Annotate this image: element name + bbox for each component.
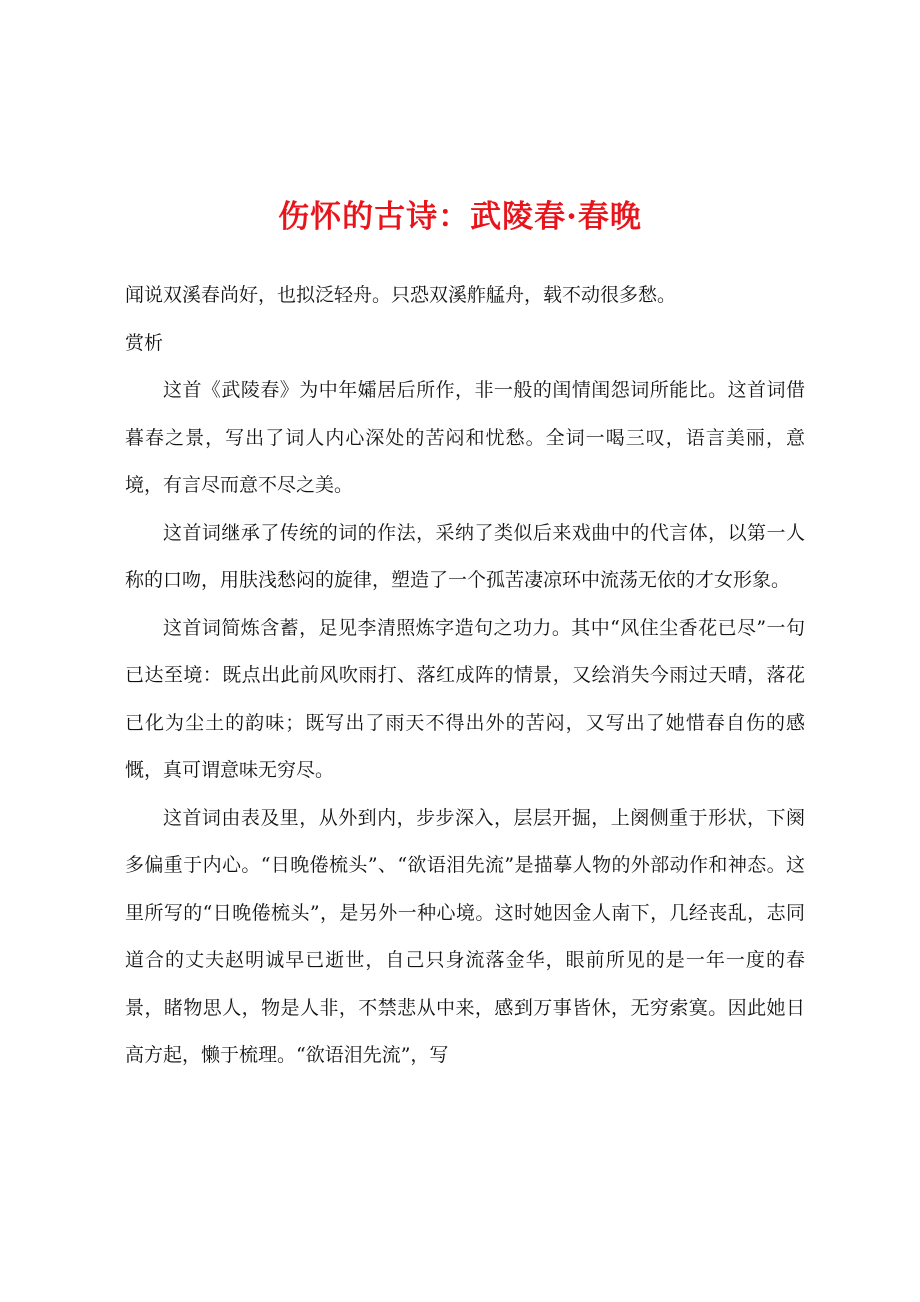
paragraph-1: 这首《武陵春》为中年孀居后所作，非一般的闺情闺怨词所能比。这首词借暮春之景，写出了词人内心深处的苦闷和忧愁。全词一喝三叹，语言美丽，意境，有言尽而意不尽之美。 (125, 379, 805, 496)
poem-line: 闻说双溪春尚好，也拟泛轻舟。只恐双溪舴艋舟，载不动很多愁。 (125, 284, 677, 306)
paragraph-2: 这首词继承了传统的词的作法，采纳了类似后来戏曲中的代言体，以第一人称的口吻，用肤浅愁闷的旋律，塑造了一个孤苦凄凉环中流荡无依的才女形象。 (125, 521, 805, 591)
document-title: 伤怀的古诗：武陵春·春晚 (278, 199, 642, 235)
document-body (125, 272, 805, 1080)
paragraph-3: 这首词简炼含蓄，足见李清照炼字造句之功力。其中“风住尘香花已尽”一句已达至境：既点出此前风吹雨打、落红成阵的情景，又绘消失今雨过天晴，落花已化为尘土的韵味；既写出了雨天不得出外的苦闷，又写出了她惜春自伤的感慨，真可谓意味无穷尽。 (125, 616, 805, 781)
paragraph-4: 这首词由表及里，从外到内，步步深入，层层开掘，上阕侧重于形状，下阕多偏重于内心。“日晚倦梳头”、“欲语泪先流”是描摹人物的外部动作和神态。这里所写的“日晚倦梳头”，是另外一种心境。这时她因金人南下，几经丧乱，志同道合的丈夫赵明诚早已逝世，自己只身流落金华，眼前所见的是一年一度的春景，睹物思人，物是人非，不禁悲从中来，感到万事皆休，无穷索寞。因此她日高方起，懒于梳理。“欲语泪先流”，写 (125, 806, 805, 1066)
section-heading: 赏析 (125, 331, 164, 354)
